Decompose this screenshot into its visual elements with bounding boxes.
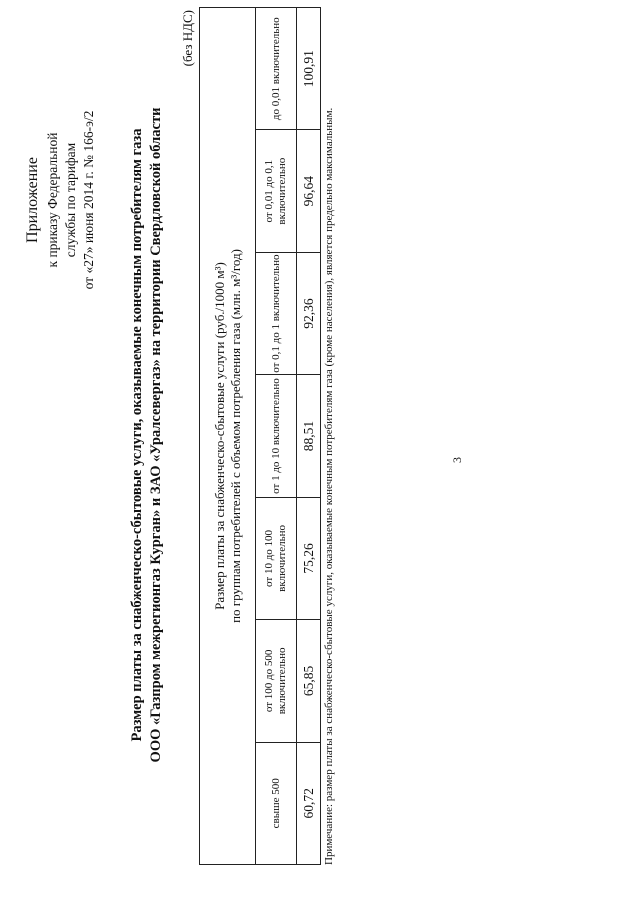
- appendix-line-3: от «27» июня 2014 г. № 166-э/2: [81, 110, 96, 290]
- value-cell: 75,26: [297, 497, 321, 619]
- category-cell: от 100 до 500 включительно: [256, 620, 297, 742]
- value-cell: 65,85: [297, 620, 321, 742]
- table-header-line-1: Размер платы за снабженческо-сбытовые услуги (руб./1000 м³): [211, 262, 227, 610]
- value-cell: 92,36: [297, 252, 321, 374]
- title-line-1: Размер платы за снабженческо-сбытовые услуги, оказываемые конечным потребителям газа: [129, 128, 145, 742]
- appendix-heading: Приложение: [24, 157, 41, 243]
- table-header-row: [200, 8, 256, 865]
- appendix-line-1: к приказу Федеральной: [45, 132, 60, 268]
- table-category-row: [256, 8, 297, 865]
- title-line-2: ООО «Газпром межрегионгаз Курган» и ЗАО «Уралсевергаз» на территории Свердловской области: [148, 107, 164, 763]
- category-cell: до 0,01 включительно: [256, 8, 297, 130]
- category-cell: свыше 500: [256, 742, 297, 864]
- table-header: [200, 8, 256, 865]
- value-cell: 100,91: [297, 8, 321, 130]
- category-cell: от 10 до 100 включительно: [256, 497, 297, 619]
- category-cell: от 0,01 до 0,1 включительно: [256, 130, 297, 252]
- table-note: Примечание: размер платы за снабженческо-сбытовые услуги, оказываемые конечным потребителям газа (кроме населения), является предельно максимальным.: [323, 107, 335, 865]
- page-number: 3: [450, 457, 464, 463]
- table-header-line-2: по группам потребителей с объемом потребления газа (млн. м³/год): [227, 249, 243, 623]
- appendix-line-2: службы по тарифам: [63, 142, 78, 258]
- category-cell: от 0,1 до 1 включительно: [256, 252, 297, 374]
- table-value-row: [297, 8, 321, 865]
- vat-note: (без НДС): [180, 10, 195, 67]
- value-cell: 96,64: [297, 130, 321, 252]
- value-cell: 88,51: [297, 375, 321, 497]
- value-cell: 60,72: [297, 742, 321, 864]
- appendix-block: [22, 50, 98, 350]
- tariff-table: [199, 7, 321, 865]
- category-cell: от 1 до 10 включительно: [256, 375, 297, 497]
- document-title: [128, 5, 166, 865]
